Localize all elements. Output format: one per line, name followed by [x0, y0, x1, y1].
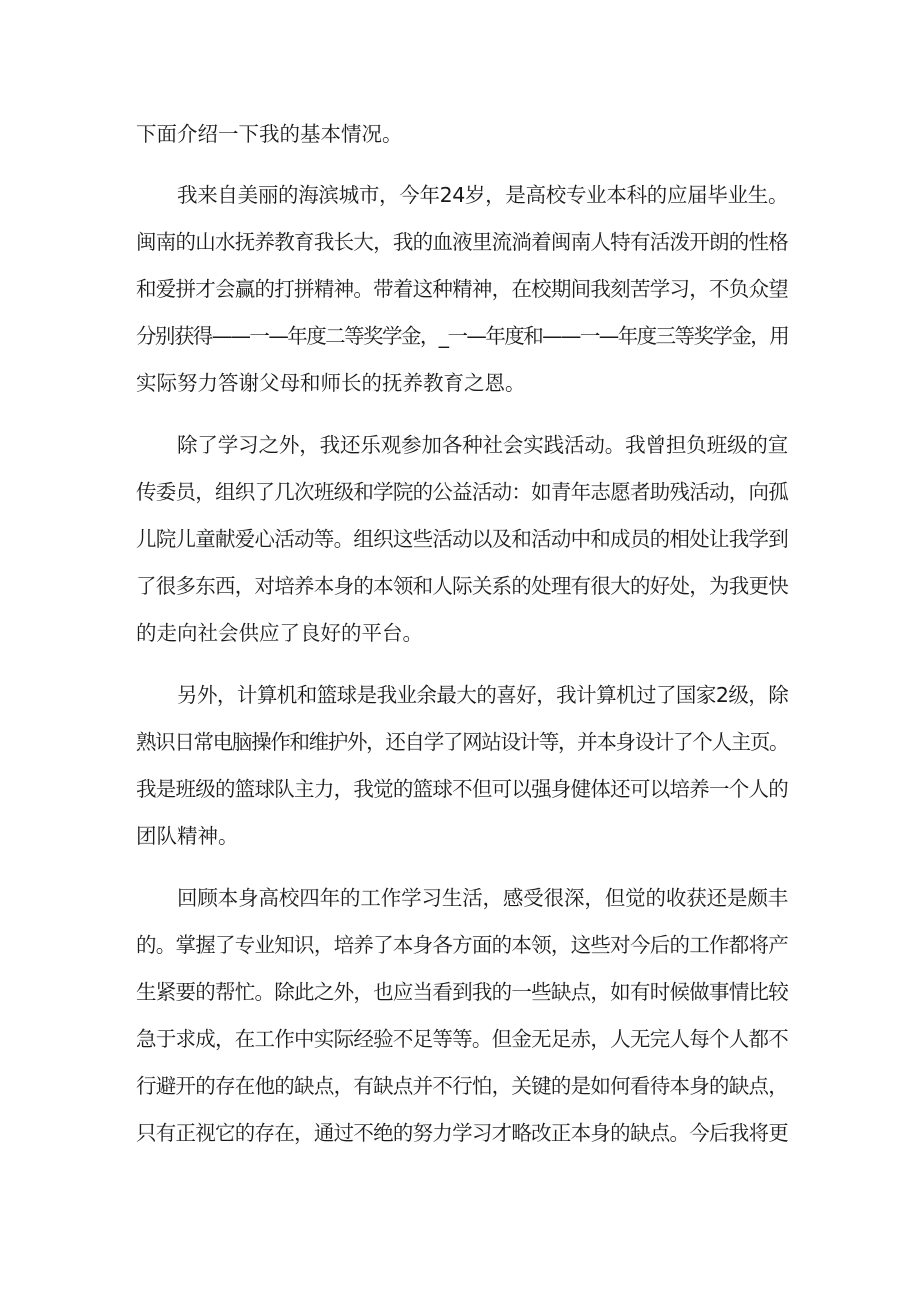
paragraph-4-line-1: 另外，计算机和篮球是我业余最大的喜好，我计算机过了国家2级，除: [177, 683, 788, 707]
paragraph-2-line-1: 我来自美丽的海滨城市，今年24岁，是高校专业本科的应届毕业生。: [177, 183, 788, 207]
paragraph-1-line-1: 下面介绍一下我的基本情况。: [136, 122, 403, 146]
paragraph-3-line-4: 了很多东西，对培养本身的本领和人际关系的处理有很大的好处，为我更快: [136, 574, 788, 598]
paragraph-5-line-2: 的。掌握了专业知识，培养了本身各方面的本领，这些对今后的工作都将产: [136, 933, 788, 957]
paragraph-4-line-4: 团队精神。: [136, 824, 239, 848]
paragraph-3-line-3: 儿院儿童献爱心活动等。组织这些活动以及和活动中和成员的相处让我学到: [136, 527, 788, 551]
paragraph-3-line-2: 传委员，组织了几次班级和学院的公益活动：如青年志愿者助残活动，向孤: [136, 480, 788, 504]
paragraph-5-line-4: 急于求成，在工作中实际经验不足等等。但金无足赤，人无完人每个人都不: [136, 1027, 788, 1051]
paragraph-4-line-2: 熟识日常电脑操作和维护外，还自学了网站设计等，并本身设计了个人主页。: [136, 730, 788, 754]
paragraph-3-line-1: 除了学习之外，我还乐观参加各种社会实践活动。我曾担负班级的宣: [177, 433, 788, 457]
paragraph-3-line-5: 的走向社会供应了良好的平台。: [136, 621, 423, 645]
paragraph-5-line-5: 行避开的存在他的缺点，有缺点并不行怕，关键的是如何看待本身的缺点，: [136, 1074, 788, 1098]
paragraph-2-line-3: 和爱拼才会赢的打拼精神。带着这种精神，在校期间我刻苦学习，不负众望: [136, 277, 788, 301]
paragraph-2-line-5: 实际努力答谢父母和师长的抚养教育之恩。: [136, 371, 526, 395]
paragraph-5-line-3: 生紧要的帮忙。除此之外，也应当看到我的一些缺点，如有时候做事情比较: [136, 980, 788, 1004]
paragraph-2-line-4: 分别获得——一—年度二等奖学金，_一—年度和——一—年度三等奖学金，用: [136, 324, 788, 348]
paragraph-5-line-1: 回顾本身高校四年的工作学习生活，感受很深，但觉的收获还是颇丰: [177, 886, 788, 910]
paragraph-2-line-2: 闽南的山水抚养教育我长大，我的血液里流淌着闽南人特有活泼开朗的性格: [136, 230, 788, 254]
paragraph-4-line-3: 我是班级的篮球队主力，我觉的篮球不但可以强身健体还可以培养一个人的: [136, 777, 788, 801]
paragraph-5-line-6: 只有正视它的存在，通过不绝的努力学习才略改正本身的缺点。今后我将更: [136, 1121, 788, 1145]
